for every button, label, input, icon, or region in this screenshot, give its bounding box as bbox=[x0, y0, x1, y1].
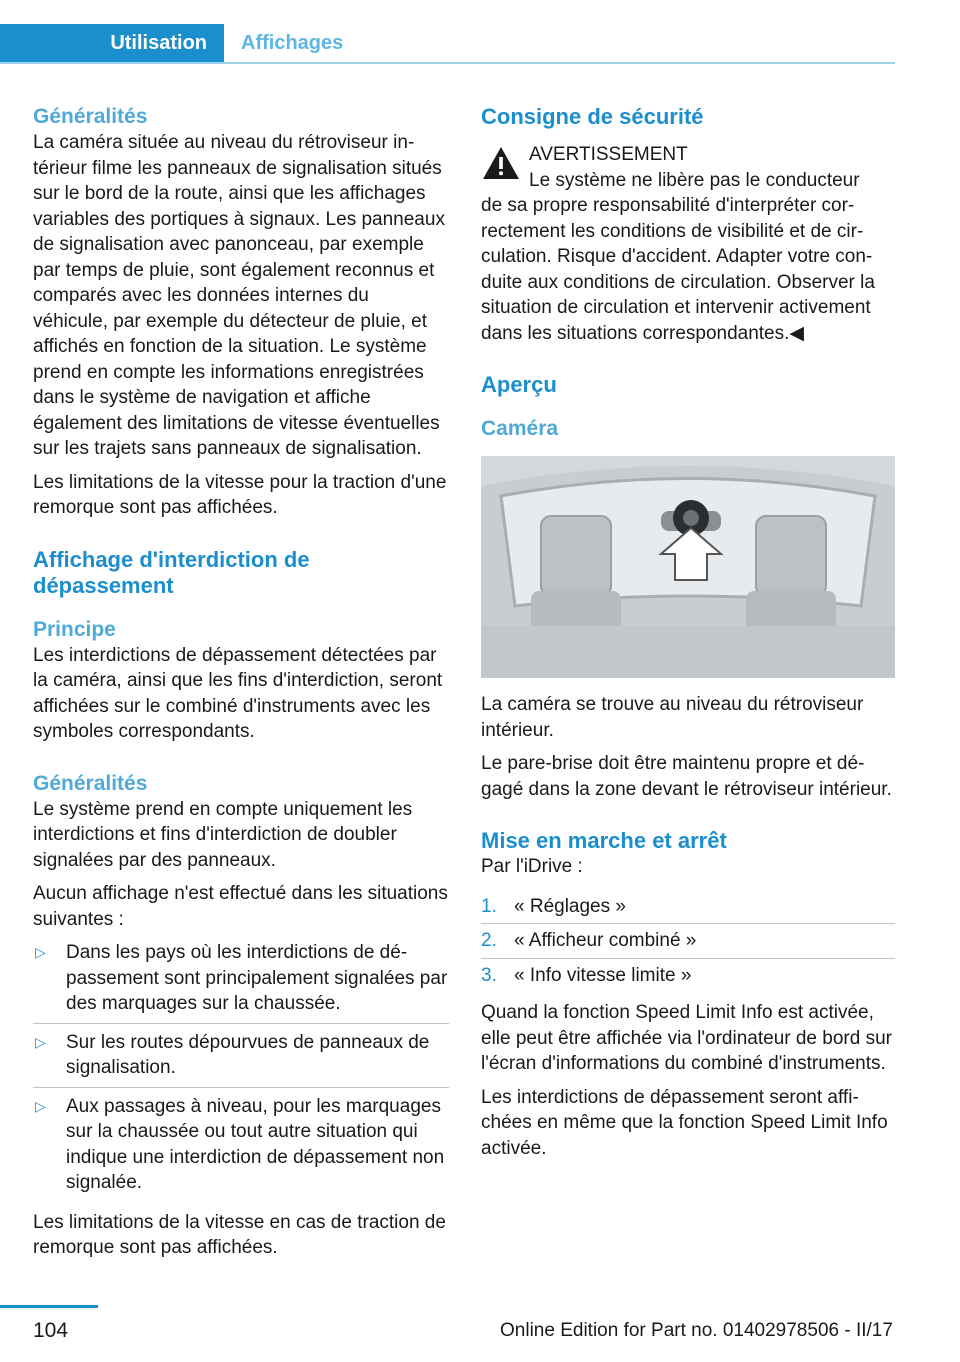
header-bar bbox=[0, 0, 895, 64]
trailer-note-2: Les limitations de la vitesse en cas de traction de remorque sont pas affichées. bbox=[33, 1211, 446, 1258]
warning-label: AVERTISSEMENT bbox=[529, 144, 688, 165]
left-column bbox=[33, 104, 449, 1269]
list-item: 3. « Info vitesse limite » bbox=[481, 964, 692, 986]
list-item: ▷ Sur les routes dépourvues de panneaux de signalisation. bbox=[33, 1030, 449, 1088]
camera-paragraph-2: Le pare-brise doit être maintenu propre et dégagé dans la zone devant le rétroviseur intérieur. bbox=[481, 753, 892, 800]
mise-heading: Mise en marche et arrêt bbox=[481, 828, 727, 853]
generalites-paragraph-2: Le système prend en compte uniquement les interdictions et fins d'interdiction de doubler signalées par des panneaux. bbox=[33, 798, 413, 871]
trailer-note: Les limitations de la vitesse pour la traction d'une remorque sont pas affichées. bbox=[33, 471, 447, 518]
tab-affichages[interactable]: Affichages bbox=[241, 32, 344, 54]
triangle-bullet-icon: ▷ bbox=[35, 1097, 46, 1114]
principe-paragraph: Les interdictions de dépassement détectées par la caméra, ainsi que les fins d'interdiction, seront affichées sur le combiné d'instruments avec les symboles correspondants. bbox=[33, 644, 443, 742]
generalites-heading-2: Généralités bbox=[33, 771, 148, 795]
windshield-camera-image bbox=[481, 456, 895, 678]
steps-list bbox=[481, 894, 895, 993]
camera-illustration bbox=[481, 456, 895, 678]
tab-utilisation[interactable]: Utilisation bbox=[0, 24, 224, 62]
consigne-heading: Consigne de sécurité bbox=[481, 104, 704, 129]
list-item: ▷ Dans les pays où les interdictions de dépassement sont principalement signalées par des marquages sur la chaussée. bbox=[33, 940, 449, 1024]
camera-paragraph-1: La caméra se trouve au niveau du rétroviseur intérieur. bbox=[481, 694, 864, 741]
warning-text-first: Le système ne libère pas le conducteur bbox=[529, 169, 860, 191]
generalites-paragraph: La caméra située au niveau du rétroviseur intérieur filme les panneaux de signalisation situés sur le bord de la route, ainsi que les affichages variables des portiques à signaux. Les panneaux de signalisation avec panonceau, par exemple par temps de pluie, sont également reconnus et comparés avec les données internes du véhicule, par exemple du détecteur de pluie, et affichés en fonction de la situation. Le système prend en compte les informations enregistrées dans le système de navigation et affiche également des limitations de vitesse éventuelles sur les trajets sans panneaux de signalisation. bbox=[33, 132, 445, 459]
principe-heading: Principe bbox=[33, 617, 116, 641]
mise-paragraph-1: Quand la fonction Speed Limit Info est activée, elle peut être affichée via l'ordinateur de bord sur l'écran d'informations du combiné d'instruments. bbox=[481, 1002, 892, 1074]
generalites-heading: Généralités bbox=[33, 105, 148, 128]
mise-intro: Par l'iDrive : bbox=[481, 856, 583, 877]
situations-list bbox=[33, 940, 449, 1202]
right-column bbox=[481, 104, 895, 1169]
situations-intro: Aucun affichage n'est effectué dans les situations suivantes : bbox=[33, 883, 448, 930]
warning-triangle-icon bbox=[481, 145, 521, 181]
mise-paragraph-2: Les interdictions de dépassement seront affichées en même que la fonction Speed Limit Info activée. bbox=[481, 1086, 888, 1159]
edition-text: Online Edition for Part no. 01402978506 - II/17 bbox=[500, 1320, 893, 1341]
camera-heading: Caméra bbox=[481, 417, 559, 440]
warning-block bbox=[481, 142, 895, 193]
page-number: 104 bbox=[33, 1319, 69, 1342]
apercu-heading: Aperçu bbox=[481, 372, 557, 397]
list-item: 2. « Afficheur combiné » bbox=[481, 928, 895, 959]
footer-rule bbox=[0, 1305, 98, 1308]
affichage-heading: Affichage d'interdiction de dépassement bbox=[33, 546, 310, 598]
warning-text: de sa propre responsabilité d'interpréter correctement les conditions de visibilité et de circulation. Risque d'accident. Adapter votre conduite aux conditions de circulation. Observer la situation de circulation et intervenir activement dans les situations correspondantes.◀ bbox=[481, 195, 875, 344]
list-item: ▷ Aux passages à niveau, pour les marquages sur la chaussée ou tout autre situation qui indique une interdiction de dépassement non signalée. bbox=[35, 1095, 445, 1193]
triangle-bullet-icon: ▷ bbox=[35, 944, 46, 960]
list-item: 1. « Réglages » bbox=[481, 894, 895, 925]
triangle-bullet-icon: ▷ bbox=[35, 1033, 46, 1050]
